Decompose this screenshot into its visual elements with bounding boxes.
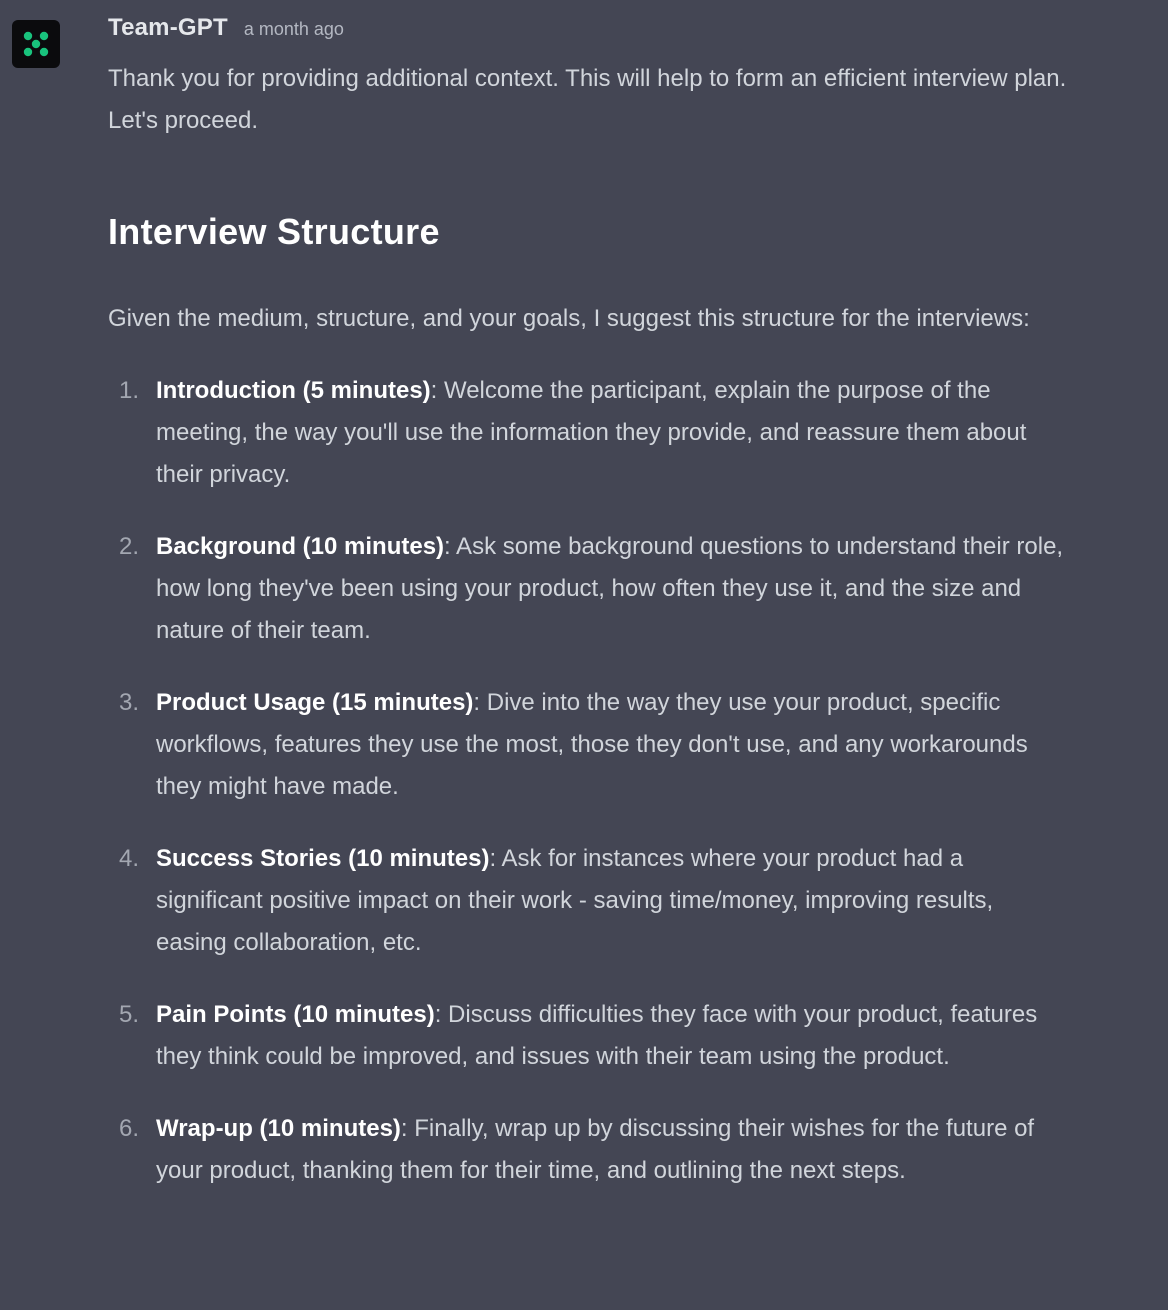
list-item-number: 5. xyxy=(119,1001,140,1028)
list-item-label: Background (10 minutes) xyxy=(156,533,445,560)
interview-structure-list xyxy=(108,370,1068,1192)
list-item-text: : Discuss difficulties they face with your product, features they think could be improved, and issues with their team using the product. xyxy=(156,1001,1038,1070)
list-item-number: 6. xyxy=(119,1115,140,1142)
message-timestamp: a month ago xyxy=(243,19,344,39)
list-item xyxy=(108,682,1068,808)
section-heading: Interview Structure xyxy=(108,211,440,252)
list-item-number: 2. xyxy=(119,533,140,560)
list-item xyxy=(108,838,1068,964)
list-item-text: : Ask some background questions to understand their role, how long they've been using your product, how often they use it, and the size and nature of their team. xyxy=(156,533,1064,644)
list-item-number: 3. xyxy=(119,689,140,716)
list-item-label: Success Stories (10 minutes) xyxy=(156,845,490,872)
list-item xyxy=(108,526,1068,652)
list-item-label: Wrap-up (10 minutes) xyxy=(156,1115,401,1142)
lead-paragraph: Given the medium, structure, and your goals, I suggest this structure for the interviews: xyxy=(108,305,1030,332)
list-item-text: : Welcome the participant, explain the purpose of the meeting, the way you'll use the information they provide, and reassure them about their privacy. xyxy=(156,377,1027,488)
author-name: Team-GPT xyxy=(108,14,228,41)
message-header xyxy=(108,14,1088,52)
list-item xyxy=(108,370,1068,496)
list-item-number: 1. xyxy=(119,377,140,404)
list-item-label: Introduction (5 minutes) xyxy=(156,377,431,404)
list-item xyxy=(108,994,1068,1078)
list-item-text: : Ask for instances where your product had a significant positive impact on their work - saving time/money, improving results, easing collaboration, etc. xyxy=(156,845,994,956)
list-item-label: Pain Points (10 minutes) xyxy=(156,1001,435,1028)
list-item-label: Product Usage (15 minutes) xyxy=(156,689,474,716)
list-item-text: : Dive into the way they use your product, specific workflows, features they use the most, those they don't use, and any workarounds they might have made. xyxy=(156,689,1028,800)
list-item xyxy=(108,1108,1068,1192)
team-gpt-logo-icon xyxy=(12,20,60,68)
list-item-text: : Finally, wrap up by discussing their wishes for the future of your product, thanking them for their time, and outlining the next steps. xyxy=(156,1115,1035,1184)
list-item-number: 4. xyxy=(119,845,140,872)
intro-paragraph: Thank you for providing additional context. This will help to form an efficient interview plan. Let's proceed. xyxy=(108,65,1067,134)
message-content xyxy=(108,14,1088,1222)
